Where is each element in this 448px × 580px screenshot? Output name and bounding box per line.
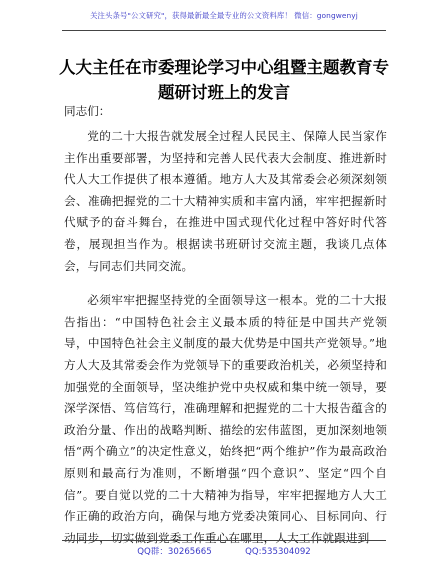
header-banner-text: 关注头条号"公文研究"，获得最新最全最专业的公文资料库！ 微信：gongwenyj (90, 11, 358, 20)
body-paragraph-2: 必须牢牢把握坚持党的全面领导这一根本。党的二十大报告指出：“中国特色社会主义最本质的特征是中国共产党领导，中国特色社会主义制度的最大优势是中国共产党领导。”地方人大及其常委会作为党领导下的重要政治机关，必须坚持和加强党的全面领导，坚决维护党中央权威和集中统一领导，要深学深悟、笃信笃行，准确理解和把握党的二十大报告蕴含的政治分量、作出的战略判断、描绘的宏伟蓝图，更加深刻地领悟“两个确立”的决定性意义，始终把“两个维护”作为最高政治原则和最高行为准则，不断增强“四个意识”、坚定“四个自信”。要自觉以党的二十大精神为指导，牢牢把握地方人大工作正确的政治方向，确保与地方党委决策同心、目标同向、行动同步，切实做到党委工作重心在哪里，人大工作就跟进到 (64, 293, 387, 545)
footer-contact (0, 545, 448, 557)
header-banner (0, 10, 448, 21)
document-title-line-2: 题研讨班上的发言 (158, 83, 290, 102)
document-title-line-1: 人大主任在市委理论学习中心组暨主题教育专 (59, 58, 389, 77)
footer-divider (62, 540, 386, 541)
document-body (64, 126, 387, 562)
header-divider (62, 30, 386, 31)
footer-qq-group: QQ群：30265665 (137, 547, 212, 557)
salutation: 同志们： (64, 104, 111, 118)
document-title (40, 55, 408, 105)
footer-qq-number: QQ:535304092 (245, 547, 311, 557)
body-paragraph-1: 党的二十大报告就发展全过程人民民主、保障人民当家作主作出重要部署，为坚持和完善人民代表大会制度、推进新时代人大工作提供了根本遵循。地方人大及其常委会必须深刻领会、准确把握党的二十大精神实质和丰富内涵，牢牢把握新时代赋予的奋斗舞台，在推进中国式现代化过程中答好时代答卷，展现担当作为。根据读书班研讨交流主题，我谈几点体会，与同志们共同交流。 (64, 129, 387, 273)
